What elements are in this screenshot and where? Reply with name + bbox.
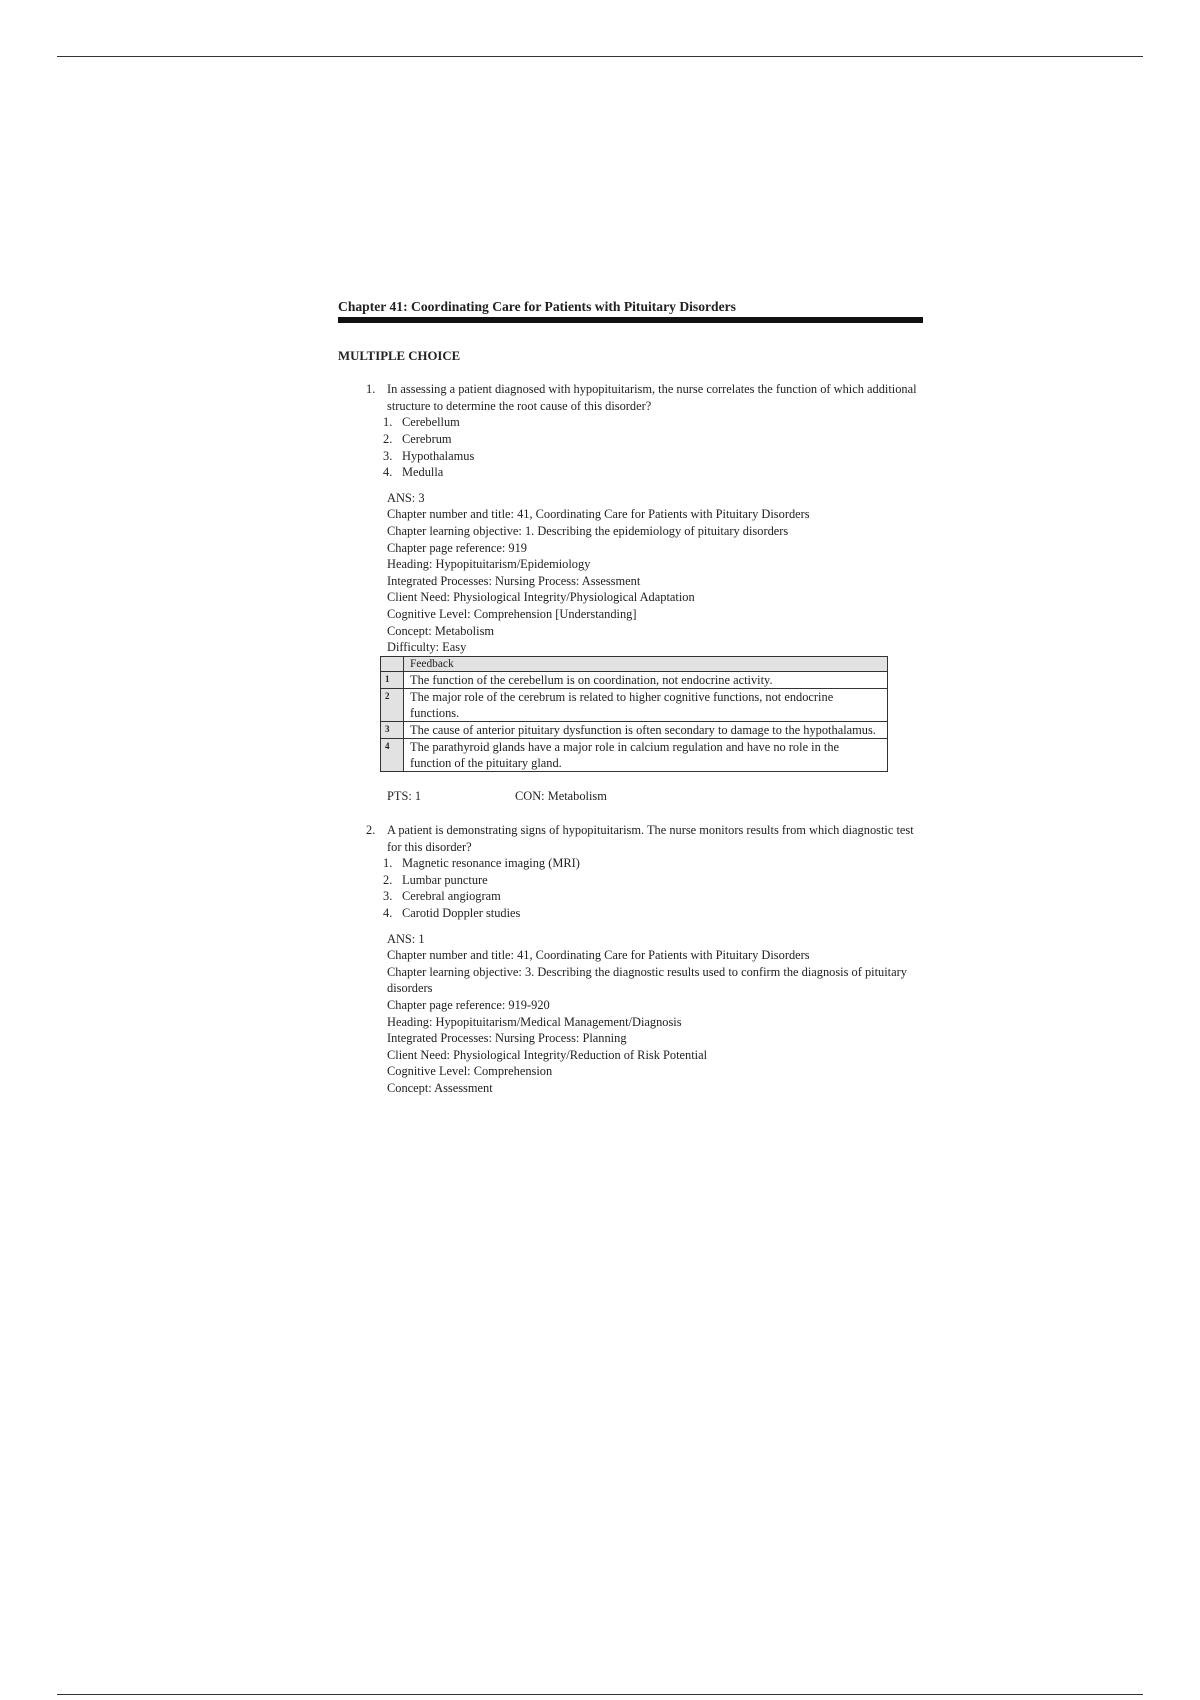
feedback-index: 2 [381, 688, 404, 721]
meta-line: Client Need: Physiological Integrity/Physiological Adaptation [387, 590, 695, 605]
answer-options [383, 855, 923, 921]
feedback-index: 4 [381, 738, 404, 771]
answer-option: 4. Carotid Doppler studies [383, 906, 521, 921]
meta-line: Chapter page reference: 919-920 [387, 998, 550, 1013]
points-value: PTS: 1 [387, 788, 422, 803]
meta-line: Difficulty: Easy [387, 640, 467, 655]
answer-option: 4. Medulla [383, 465, 444, 480]
feedback-text: The parathyroid glands have a major role in calcium regulation and have no role in the function of the pituitary gland. [404, 738, 888, 771]
meta-line: Client Need: Physiological Integrity/Reduction of Risk Potential [387, 1047, 708, 1062]
answer-option: 3. Cerebral angiogram [383, 889, 501, 904]
chapter-title: Chapter 41: Coordinating Care for Patients with Pituitary Disorders [338, 298, 923, 323]
feedback-text: The cause of anterior pituitary dysfunction is often secondary to damage to the hypothalamus. [404, 721, 888, 738]
feedback-row [381, 738, 888, 771]
meta-line: Cognitive Level: Comprehension [Understanding] [387, 606, 637, 621]
question-2 [338, 822, 923, 1097]
section-title: MULTIPLE CHOICE [338, 349, 461, 363]
meta-line: Concept: Metabolism [387, 623, 495, 638]
question-number: 2. [366, 822, 376, 837]
question-text: In assessing a patient diagnosed with hypopituitarism, the nurse correlates the function of which additional structure to determine the root cause of this disorder? [387, 381, 917, 413]
answer-metadata [387, 931, 923, 1097]
answer-option: 2. Lumbar puncture [383, 872, 488, 887]
answer-option: 2. Cerebrum [383, 431, 452, 446]
feedback-row [381, 721, 888, 738]
feedback-header-row [381, 656, 888, 671]
page-top-rule [57, 56, 1143, 57]
meta-line: Chapter page reference: 919 [387, 540, 528, 555]
meta-line: Cognitive Level: Comprehension [387, 1064, 553, 1079]
answer-key: ANS: 1 [387, 931, 425, 946]
points-row [387, 788, 923, 805]
feedback-table [380, 656, 888, 772]
answer-option: 1. Magnetic resonance imaging (MRI) [383, 856, 580, 871]
meta-line: Integrated Processes: Nursing Process: Planning [387, 1031, 627, 1046]
answer-options [383, 414, 923, 480]
feedback-header: Feedback [404, 656, 888, 671]
meta-line: Chapter learning objective: 3. Describing the diagnostic results used to confirm the diagnosis of pituitary disorders [387, 964, 907, 996]
concept-value: CON: Metabolism [515, 788, 607, 803]
question-number: 1. [366, 381, 376, 396]
meta-line: Heading: Hypopituitarism/Medical Management/Diagnosis [387, 1014, 682, 1029]
meta-line: Heading: Hypopituitarism/Epidemiology [387, 557, 591, 572]
feedback-index: 1 [381, 671, 404, 688]
meta-line: Chapter number and title: 41, Coordinating Care for Patients with Pituitary Disorders [387, 507, 810, 522]
page-bottom-rule [57, 1694, 1143, 1695]
meta-line: Chapter number and title: 41, Coordinating Care for Patients with Pituitary Disorders [387, 948, 810, 963]
feedback-text: The major role of the cerebrum is related to higher cognitive functions, not endocrine functions. [404, 688, 888, 721]
answer-option: 3. Hypothalamus [383, 448, 475, 463]
meta-line: Concept: Assessment [387, 1081, 493, 1096]
feedback-text: The function of the cerebellum is on coordination, not endocrine activity. [404, 671, 888, 688]
meta-line: Integrated Processes: Nursing Process: Assessment [387, 573, 641, 588]
question-1 [338, 381, 923, 805]
answer-key: ANS: 3 [387, 490, 425, 505]
question-text: A patient is demonstrating signs of hypopituitarism. The nurse monitors results from which diagnostic test for this disorder? [387, 822, 914, 854]
document-page [338, 298, 923, 1097]
feedback-index: 3 [381, 721, 404, 738]
feedback-row [381, 671, 888, 688]
meta-line: Chapter learning objective: 1. Describing the epidemiology of pituitary disorders [387, 523, 789, 538]
answer-option: 1. Cerebellum [383, 415, 460, 430]
answer-metadata [387, 490, 923, 656]
feedback-row [381, 688, 888, 721]
